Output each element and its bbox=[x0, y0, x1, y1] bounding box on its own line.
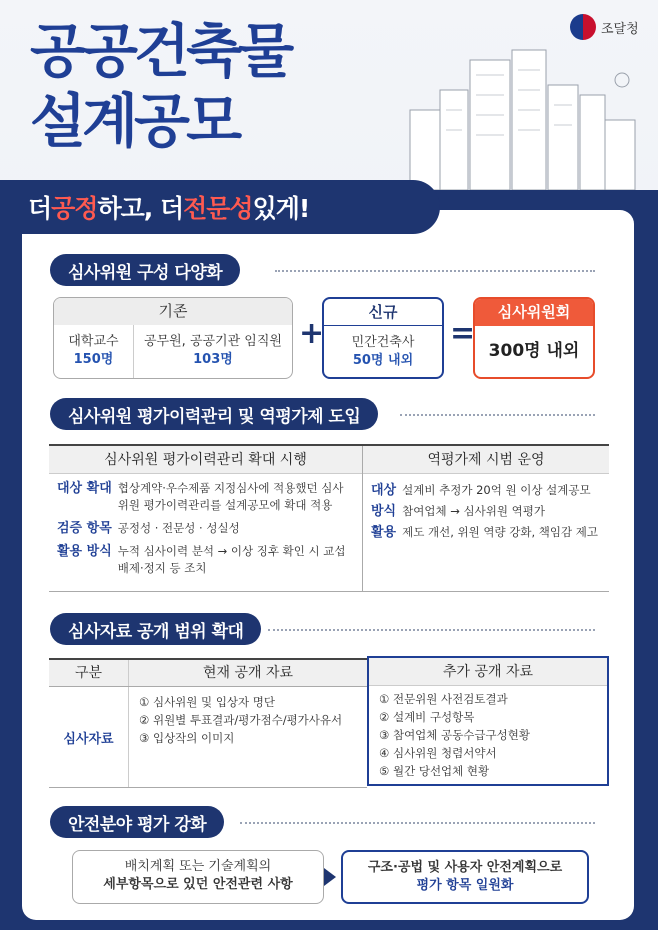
list-item: ⑤ 월간 당선업체 현황 bbox=[379, 764, 490, 778]
slogan-highlight: 공정 bbox=[51, 194, 98, 223]
list-item: ③ 참여업체 공동수급구성현황 bbox=[379, 728, 530, 742]
plus-sign: + bbox=[299, 316, 325, 351]
text-line: 세부항목으로 있던 안전관련 사항 bbox=[103, 877, 293, 892]
dotted-divider bbox=[400, 414, 595, 416]
table-header: 추가 공개 자료 bbox=[369, 658, 607, 686]
section-heading: 안전분야 평가 강화 bbox=[50, 806, 224, 838]
table-row bbox=[49, 474, 362, 514]
city-skyline-illustration bbox=[400, 40, 650, 190]
official-count bbox=[133, 325, 292, 378]
row-key: 활용 bbox=[371, 525, 397, 540]
box-header: 기존 bbox=[54, 298, 292, 325]
list-item: ④ 심사위원 청렴서약서 bbox=[379, 746, 497, 760]
label: 대학교수 bbox=[68, 334, 119, 349]
row-key: 대상 확대 bbox=[57, 481, 112, 496]
new-composition-box bbox=[322, 297, 444, 379]
table-header: 현재 공개 자료 bbox=[202, 665, 294, 681]
title-line1: 공공건축물 bbox=[30, 17, 291, 85]
box-header: 신규 bbox=[324, 299, 442, 326]
section-heading: 심사자료 공개 범위 확대 bbox=[50, 613, 261, 645]
slogan-text: 하고, 더 bbox=[97, 194, 184, 223]
list-item: ② 설계비 구성항목 bbox=[379, 710, 475, 724]
table-row bbox=[49, 514, 362, 537]
label: 공무원, 공공기관 임직원 bbox=[144, 334, 282, 349]
before-box bbox=[72, 850, 324, 904]
list-item: ③ 입상작의 이미지 bbox=[139, 731, 235, 745]
row-label: 심사자료 bbox=[49, 687, 129, 787]
professor-count bbox=[54, 325, 133, 378]
after-box bbox=[341, 850, 589, 904]
equals-sign: = bbox=[450, 316, 476, 351]
evaluation-table bbox=[49, 444, 609, 592]
value: 50명 내외 bbox=[352, 353, 414, 368]
slogan-banner bbox=[0, 180, 440, 234]
result-box bbox=[473, 297, 595, 379]
dotted-divider bbox=[275, 270, 595, 272]
section-heading: 심사위원 평가이력관리 및 역평가제 도입 bbox=[50, 398, 378, 430]
dotted-divider bbox=[240, 822, 595, 824]
list-item: ② 위원별 투표결과/평가점수/평가사유서 bbox=[139, 713, 343, 727]
value: 103명 bbox=[193, 352, 233, 367]
old-composition-box bbox=[53, 297, 293, 379]
table-header: 심사위원 평가이력관리 확대 시행 bbox=[49, 446, 362, 474]
label: 민간건축사 bbox=[351, 335, 415, 350]
title-line2: 설계공모 bbox=[30, 87, 239, 155]
table-row bbox=[363, 474, 609, 499]
row-text: 참여업체 → 심사위원 역평가 bbox=[402, 504, 545, 518]
dotted-divider bbox=[268, 629, 595, 631]
row-key: 활용 방식 bbox=[57, 544, 112, 559]
row-key: 대상 bbox=[371, 483, 397, 498]
added-list bbox=[369, 686, 607, 780]
table-header: 구분 bbox=[49, 660, 129, 686]
arrow-right-icon bbox=[324, 868, 336, 886]
row-key: 검증 항목 bbox=[57, 521, 112, 536]
text-line: 구조·공법 및 사용자 안전계획으로 bbox=[367, 860, 563, 875]
slogan-text: 더 bbox=[28, 194, 52, 223]
value: 300명 내외 bbox=[488, 341, 580, 361]
logo-text: 조달청 bbox=[601, 21, 639, 37]
table-row bbox=[363, 520, 609, 541]
text-line: 배치계획 또는 기술계획의 bbox=[124, 859, 272, 874]
slogan-text: 있게! bbox=[252, 194, 310, 223]
added-disclosure-box bbox=[367, 656, 609, 786]
current-list bbox=[129, 687, 367, 787]
row-text: 제도 개선, 위원 역량 강화, 책임감 제고 bbox=[402, 525, 599, 539]
table-header: 역평가제 시범 운영 bbox=[363, 446, 609, 474]
box-header: 심사위원회 bbox=[475, 299, 593, 326]
section-heading: 심사위원 구성 다양화 bbox=[50, 254, 240, 286]
list-item: ① 전문위원 사전검토결과 bbox=[379, 692, 508, 706]
slogan-highlight: 전문성 bbox=[183, 194, 253, 223]
taegeuk-icon bbox=[570, 14, 596, 40]
row-text: 설계비 추정가 20억 원 이상 설계공모 bbox=[402, 483, 591, 497]
table-row bbox=[49, 537, 362, 577]
disclosure-table bbox=[49, 658, 609, 788]
row-text: 공정성 · 전문성 · 성실성 bbox=[117, 521, 240, 535]
list-item: ① 심사위원 및 입상자 명단 bbox=[139, 695, 276, 709]
ministry-logo bbox=[570, 14, 639, 40]
row-text: 협상계약·우수제품 지정심사에 적용했던 심사위원 평가이력관리를 설계공모에 확대 적용 bbox=[117, 481, 344, 512]
text-line: 평가 항목 일원화 bbox=[416, 878, 514, 893]
table-row bbox=[363, 499, 609, 520]
row-text: 누적 심사이력 분석 → 이상 징후 확인 시 교섭 배제·정지 등 조치 bbox=[117, 544, 346, 575]
row-key: 방식 bbox=[371, 504, 397, 519]
value: 150명 bbox=[73, 352, 114, 367]
